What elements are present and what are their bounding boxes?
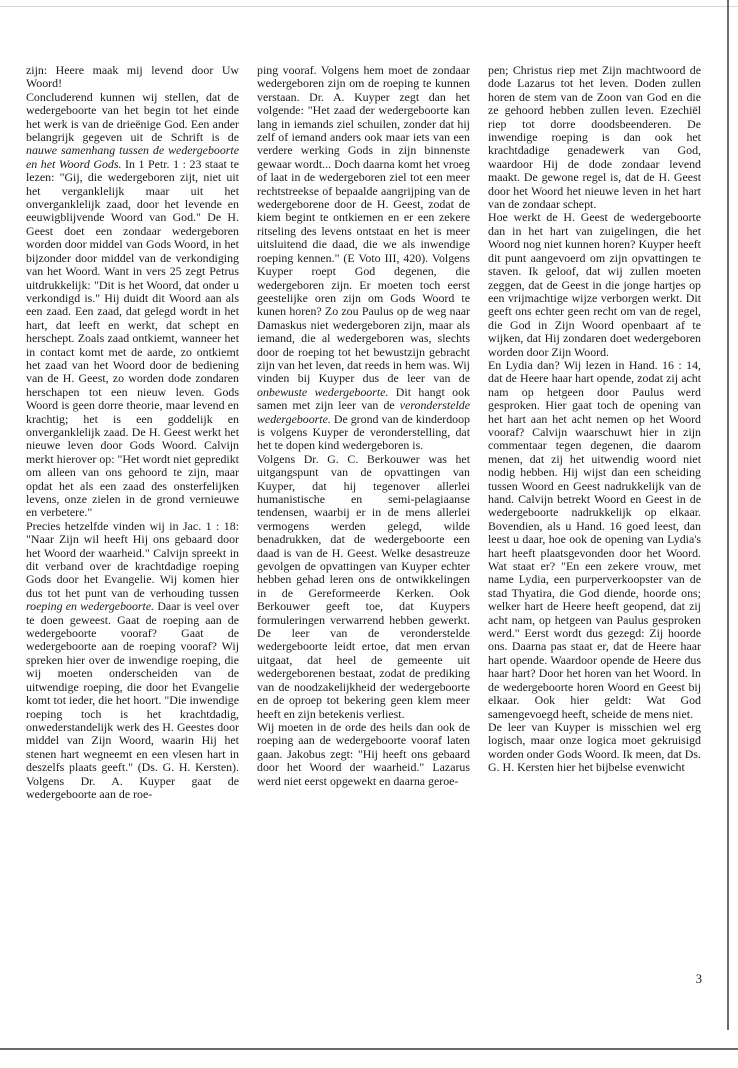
paragraph: Precies hetzelfde vinden wij in Jac. 1 : 18: "Naar Zijn wil heeft Hij ons gebaard door het Woord der waarheid." Calvijn spreekt in dit verband over de krachtdadige roeping Gods door het Evangelie. Wij komen hier dus tot het punt van de verhouding tussen roeping en wedergeboorte. Daar is veel over te doen geweest. Gaat de roeping aan de wedergeboorte vooraf? Gaat de wedergeboorte aan de roeping vooraf? Wij spreken hier over de inwendige roeping, die wij moeten onderscheiden van de uitwendige roeping, die door het Evangelie komt tot ieder, die het hoort. "Die inwendige roeping toch is het krachtdadig, onwederstandelijk werk des H. Geestes door middel van Zijn Woord, waarin Hij het stenen hart wegneemt en een vlesen hart in deszelfs plaats geeft." (Ds. G. H. Kersten). Volgens Dr. A. Kuyper gaat de wedergeboorte aan de roe- <box>26 518 239 801</box>
paragraph: ping vooraf. Volgens hem moet de zondaar wedergeboren zijn om de roeping te kunnen verstaan. Dr. A. Kuyper zegt dan het volgende: "Het zaad der wedergeboorte kan lang in iemands ziel schuilen, zonder dat hij zelf of iemand anders ook maar iets van een verdere werking Gods in zijn binnenste gewaar wordt... Doch daarna komt het vroeg of laat in de wedergeboren ziel tot een meer rechtstreekse of bepaalde aangrijping van de wedergeborene door de H. Geest, zodat de kiem begint te ontkiemen en er een zekere ritseling des levens ontstaat en het is meer uitsluitend die daad, die we als inwendige roeping kennen." (E Voto III, 420). Volgens Kuyper roept God degenen, die wedergeboren zijn. Er moeten toch eerst geestelijke oren zijn om Gods Woord te kunen horen? Zo zou Paulus op de weg naar Damaskus niet wedergeboren zijn, maar als iemand, die al wedergeboren was, slechts door de roeping tot het bewustzijn gebracht zijn van het leven, dat reeds in hem was. Wij vinden bij Kuyper dus de leer van de onbewuste wedergeboorte. Dit hangt ook samen met zijn leer van de veronderstelde wedergeboorte. De grond van de kinderdoop is volgens Kuyper de veronderstelling, dat het te dopen kind wedergeboren is. <box>257 64 470 453</box>
paragraph: Hoe werkt de H. Geest de wedergeboorte dan in het hart van zuigelingen, die het Woord nog niet kunnen horen? Kuyper heeft dit punt aangevoerd om zijn opvattingen te staven. Ik geloof, dat wij zullen moeten zeggen, dat de Geest in die jonge hartjes op een vrijmachtige wijze verborgen werkt. Dit geeft ons echter geen recht om van de regel, die God in Zijn Woord openbaart af te wijken, dat Hij zondaren doet wedergeboren worden door Zijn Woord. <box>488 210 701 359</box>
paragraph: Concluderend kunnen wij stellen, dat de wedergeboorte van het begin tot het einde het werk is van de drieënige God. Een ander belangrijk gegeven uit de Schrift is de nauwe samenhang tussen de wedergeboorte en het Woord Gods. In 1 Petr. 1 : 23 staat te lezen: "Gij, die wedergeboren zijt, niet uit het verganklelijk maar uit het onverganklelijk zaad, door het levende en eeuwigblijvende Woord van God." De H. Geest doet een zondaar wedergeboren worden door middel van Gods Woord, in het bijzonder door middel van de verkondiging van het Woord. Want in vers 25 zegt Petrus uitdrukkelijk: "Dit is het Woord, dat onder u verkondigd is." Hij duidt dit Woord aan als een zaad. Een zaad, dat gelegd wordt in het hart, dat leeft en werkt, dat schept en herschept. Zoals zaad ontkiemt, wanneer het in contact komt met de aarde, zo ontkiemt het zaad van het Woord door de bediening van de H. Geest, zo worden dode zondaren herschapen tot een nieuw leven. Gods Woord is geen dorre theorie, maar levend en krachtig; het is een goddelijk en onverganklelijk zaad. De H. Geest werkt het nieuwe leven door Gods Woord. Calvijn merkt hierover op: "Het wordt niet gepredikt om alleen van ons gehoord te zijn, maar opdat het als een zaad des onsterfelijken levens, onze zielen in de grond vernieuwe en verbetere." <box>26 89 239 520</box>
paragraph: zijn: Heere maak mij levend door Uw Woord! <box>26 64 239 91</box>
paragraph: En Lydia dan? Wij lezen in Hand. 16 : 14, dat de Heere haar hart opende, zodat zij acht nam op hetgeen door Paulus werd gesproken. Hier gaat toch de opening van het hart aan het acht nemen op het Woord vooraf? Calvijn waarschuwt hier in zijn commentaar tegen degenen, die daarom menen, dat zij het uitwendig woord niet nodig hebben. Hij wijst dan een scheiding tussen Woord en Geest nadrukkelijk van de hand. Calvijn betrekt Woord en Geest in de wedergeboorte nadrukkelijk op elkaar. Bovendien, als u Hand. 16 goed leest, dan leest u daar, hoe ook de opening van Lydia's hart heeft plaatsgevonden door het Woord. Wat staat er? "En een zekere vrouw, met name Lydia, een purperverkoopster van de stad Thyatira, die God diende, hoorde ons; welker hart de Heere heeft geopend, dat zij acht nam, op hetgeen van Paulus gesproken werd." Eerst wordt dus gezegd: Zij hoorde ons. Daarna pas staat er, dat de Heere haar hart opende. Waardoor opende de Heere dus haar hart? Door het horen van het Woord. In de wedergeboorte horen Woord en Geest bij elkaar. Ook hier geldt: Wat God samengevoegd heeft, scheide de mens niet. <box>488 357 701 721</box>
scan-edge-bottom <box>0 1048 738 1050</box>
scan-edge-right <box>727 0 729 1030</box>
scan-edge-top <box>0 6 738 7</box>
text-columns <box>26 64 702 1014</box>
emphasis: veronderstelde wedergeboorte. <box>257 398 470 426</box>
paragraph: Volgens Dr. G. C. Berkouwer was het uitgangspunt van de opvattingen van Kuyper, dat hij tegenover allerlei humanistische en semi-pelagiaanse tendensen, waarbij er in de mens allerlei vermogens werden gelegd, wilde benadrukken, dat de wedergeboorte een daad is van de H. Geest. Welke desastreuze gevolgen de opvattingen van Kuyper echter hebben gehad leren ons de ontwikkelingen in de Gereformeerde Kerken. Ook Berkouwer geeft toe, dat Kuypers formuleringen verwarrend hebben gewerkt. De leer van de veronderstelde wedergeboorte leidt ertoe, dat men ervan uitgaat, dat heel de gemeente uit wedergeborenen bestaat, zodat de prediking van de noodzakelijkheid der wedergeboorte en de oproep tot bekering geen klem meer heeft en zijn betekenis verliest. <box>257 451 470 721</box>
paragraph: De leer van Kuyper is misschien wel erg logisch, maar onze logica moet gekruisigd worden onder Gods Woord. Ik meen, dat Ds. G. H. Kersten hier het bijbelse evenwicht <box>488 719 701 775</box>
paragraph: pen; Christus riep met Zijn machtwoord de dode Lazarus tot het leven. Doden zullen horen de stem van de Zoon van God en die ze gehoord hebben zullen leven. Ezechiël riep tot dorre doodsbeenderen. De inwendige roeping is dan ook het krachtdadige genadewerk van God, waardoor Hij de dode zondaar levend maakt. De gewone regel is, dat de H. Geest door het Woord het nieuwe leven in het hart van de zondaar schept. <box>488 64 701 212</box>
column-2 <box>257 64 470 1014</box>
page-number: 3 <box>695 972 702 986</box>
column-3 <box>488 64 701 1014</box>
column-1 <box>26 64 239 1014</box>
paragraph: Wij moeten in de orde des heils dan ook de roeping aan de wedergeboorte vooraf laten gaan. Jakobus zegt: "Hij heeft ons gebaard door het Woord der waarheid." Lazarus werd niet eerst opgewekt en daarna geroe- <box>257 719 470 788</box>
emphasis: roeping en wedergeboorte. <box>26 599 155 614</box>
emphasis: onbewuste wedergeboorte. <box>257 384 389 399</box>
emphasis: nauwe samenhang tussen de wedergeboorte en het Woord Gods. <box>26 143 239 171</box>
